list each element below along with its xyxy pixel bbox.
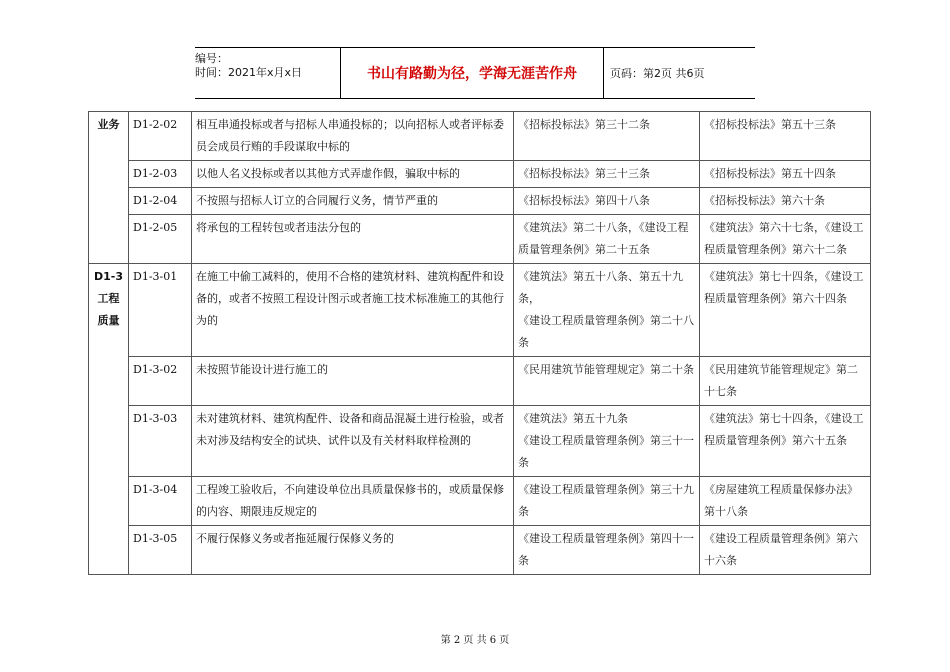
row-description: 以他人名义投标或者以其他方式弄虚作假，骗取中标的	[192, 161, 514, 188]
row-penalty-basis: 《招标投标法》第五十三条	[700, 112, 871, 161]
table-row	[89, 112, 871, 161]
row-legal-basis: 《建筑法》第五十九条 《建设工程质量管理条例》第三十一条	[514, 406, 700, 477]
table-row	[89, 188, 871, 215]
row-code: D1-2-02	[129, 112, 192, 161]
row-description: 未按照节能设计进行施工的	[192, 357, 514, 406]
table-row	[89, 406, 871, 477]
header-motto: 书山有路勤为径，学海无涯苦作舟	[341, 48, 604, 98]
table-row	[89, 161, 871, 188]
row-description: 将承包的工程转包或者违法分包的	[192, 215, 514, 264]
row-penalty-basis: 《房屋建筑工程质量保修办法》第十八条	[700, 477, 871, 526]
row-code: D1-3-03	[129, 406, 192, 477]
page-header	[195, 47, 755, 99]
row-description: 相互串通投标或者与招标人串通投标的；以向招标人或者评标委员会成员行贿的手段谋取中标的	[192, 112, 514, 161]
row-description: 工程竣工验收后，不向建设单位出具质量保修书的，或质量保修的内容、期限违反规定的	[192, 477, 514, 526]
row-penalty-basis: 《建筑法》第七十四条，《建设工程质量管理条例》第六十四条	[700, 264, 871, 357]
document-number-label: 编号：	[195, 52, 228, 65]
row-penalty-basis: 《建筑法》第六十七条，《建设工程质量管理条例》第六十二条	[700, 215, 871, 264]
row-penalty-basis: 《建设工程质量管理条例》第六十六条	[700, 526, 871, 575]
page-footer: 第 2 页 共 6 页	[440, 635, 510, 646]
row-code: D1-3-02	[129, 357, 192, 406]
header-meta	[195, 48, 341, 98]
table-row	[89, 264, 871, 357]
row-code: D1-2-03	[129, 161, 192, 188]
document-time-label: 时间：2021年x月x日	[195, 66, 303, 79]
row-legal-basis: 《建设工程质量管理条例》第四十一条	[514, 526, 700, 575]
row-legal-basis: 《建设工程质量管理条例》第三十九条	[514, 477, 700, 526]
row-code: D1-3-04	[129, 477, 192, 526]
header-page-number: 页码：第2页 共6页	[610, 67, 705, 80]
row-legal-basis: 《招标投标法》第三十二条	[514, 112, 700, 161]
row-legal-basis: 《建筑法》第二十八条，《建设工程质量管理条例》第二十五条	[514, 215, 700, 264]
row-description: 在施工中偷工减料的，使用不合格的建筑材料、建筑构配件和设备的，或者不按照工程设计图示或者施工技术标准施工的其他行为的	[192, 264, 514, 357]
row-penalty-basis: 《建筑法》第七十四条，《建设工程质量管理条例》第六十五条	[700, 406, 871, 477]
table-row	[89, 526, 871, 575]
row-code: D1-3-01	[129, 264, 192, 357]
row-penalty-basis: 《招标投标法》第五十四条	[700, 161, 871, 188]
table-row	[89, 215, 871, 264]
table-row	[89, 357, 871, 406]
category-cell: D1-3 工程 质量	[89, 264, 129, 575]
row-code: D1-2-05	[129, 215, 192, 264]
table-row	[89, 477, 871, 526]
row-legal-basis: 《建筑法》第五十八条、第五十九条， 《建设工程质量管理条例》第二十八条	[514, 264, 700, 357]
row-code: D1-3-05	[129, 526, 192, 575]
row-penalty-basis: 《招标投标法》第六十条	[700, 188, 871, 215]
regulation-table	[88, 111, 871, 575]
row-legal-basis: 《招标投标法》第四十八条	[514, 188, 700, 215]
row-penalty-basis: 《民用建筑节能管理规定》第二十七条	[700, 357, 871, 406]
row-description: 未对建筑材料、建筑构配件、设备和商品混凝土进行检验，或者未对涉及结构安全的试块、试件以及有关材料取样检测的	[192, 406, 514, 477]
row-code: D1-2-04	[129, 188, 192, 215]
category-cell: 业务	[89, 112, 129, 264]
row-description: 不按照与招标人订立的合同履行义务，情节严重的	[192, 188, 514, 215]
row-legal-basis: 《招标投标法》第三十三条	[514, 161, 700, 188]
row-description: 不履行保修义务或者拖延履行保修义务的	[192, 526, 514, 575]
row-legal-basis: 《民用建筑节能管理规定》第二十条	[514, 357, 700, 406]
